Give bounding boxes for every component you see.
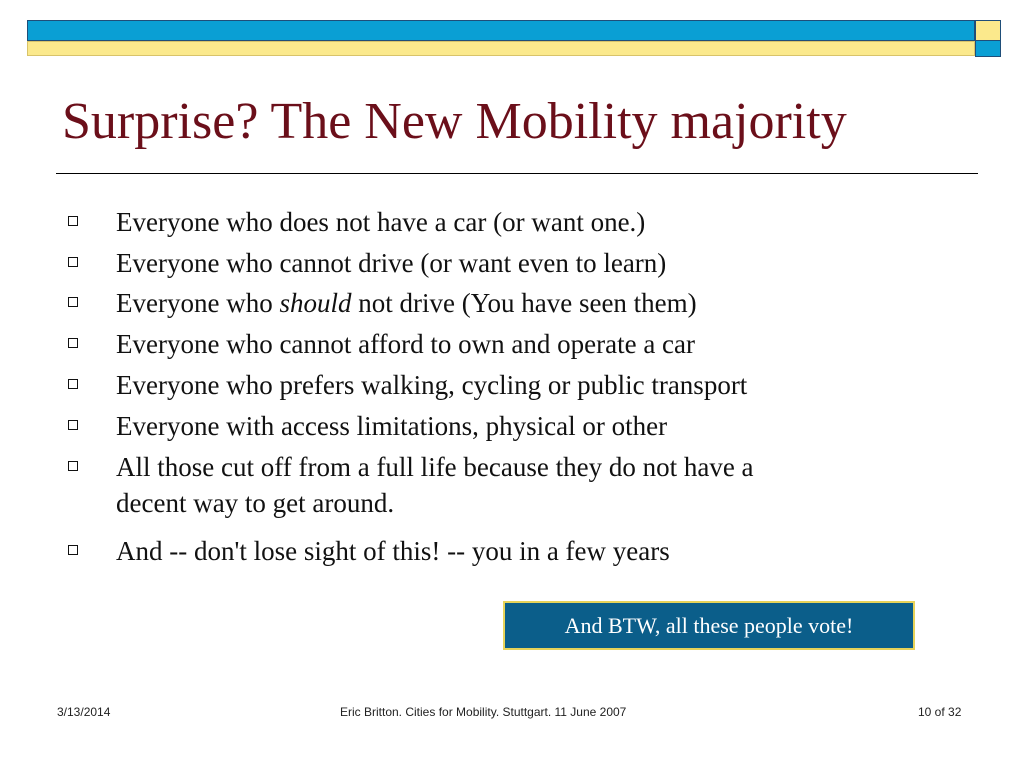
bullet-text: Everyone who cannot drive (or want even to learn) (116, 248, 667, 278)
emphasis-should: should (279, 288, 352, 318)
hollow-square-bullet-icon (68, 379, 78, 389)
hollow-square-bullet-icon (68, 545, 78, 555)
footer-date: 3/13/2014 (57, 705, 111, 719)
hollow-square-bullet-icon (68, 461, 78, 471)
header-yellow-stripe (27, 41, 975, 56)
header-decoration-bar (27, 20, 975, 56)
hollow-square-bullet-icon (68, 216, 78, 226)
hollow-square-bullet-icon (68, 257, 78, 267)
header-blue-stripe (27, 20, 975, 41)
slide-title: Surprise? The New Mobility majority (62, 93, 847, 150)
bullet-item (68, 449, 948, 525)
footer-page-number: 10 of 32 (918, 705, 962, 719)
header-corner-yellow-box (975, 20, 1001, 41)
bullet-text: Everyone who prefers walking, cycling or public transport (116, 370, 748, 400)
hollow-square-bullet-icon (68, 420, 78, 430)
hollow-square-bullet-icon (68, 338, 78, 348)
bullet-text: Everyone with access limitations, physical or other (116, 411, 668, 441)
title-divider (56, 173, 978, 174)
bullet-text: And -- don't lose sight of this! -- you in a few years (116, 536, 670, 566)
hollow-square-bullet-icon (68, 297, 78, 307)
callout-box: And BTW, all these people vote! (503, 601, 915, 650)
bullet-text: Everyone who should not drive (You have seen them) (116, 288, 697, 318)
bullet-text: Everyone who does not have a car (or want one.) (116, 207, 646, 237)
footer-caption: Eric Britton. Cities for Mobility. Stuttgart. 11 June 2007 (340, 705, 627, 719)
bullet-text: All those cut off from a full life because they do not have a decent way to get around. (116, 452, 754, 518)
bullet-text: Everyone who cannot afford to own and operate a car (116, 329, 696, 359)
header-corner-blue-box (975, 40, 1001, 57)
